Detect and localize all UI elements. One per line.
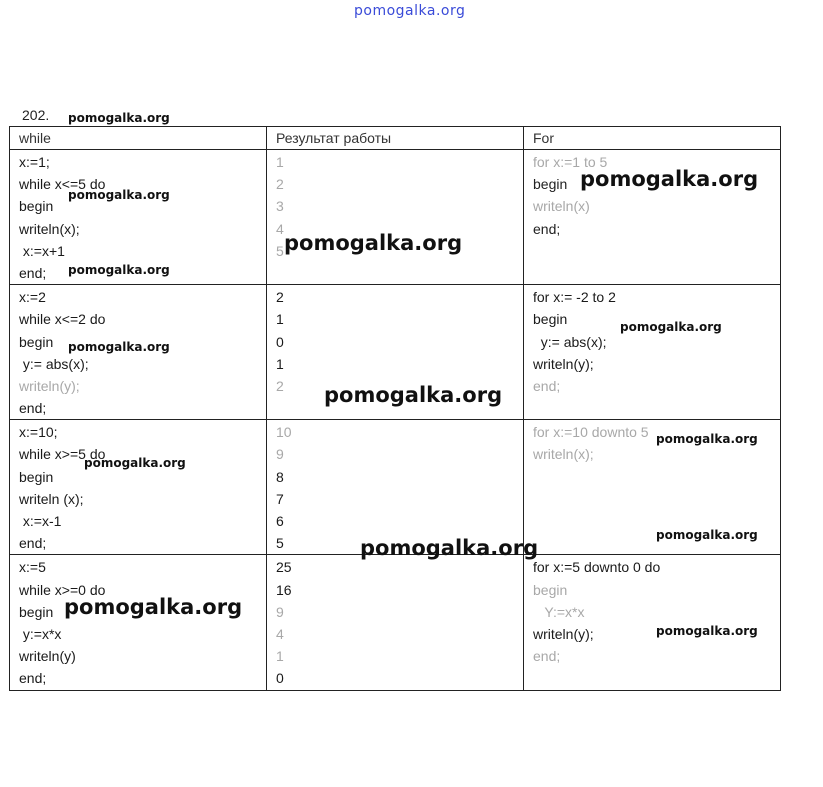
code-line: x:=x-1 — [19, 513, 62, 529]
header-while: while — [19, 130, 51, 146]
code-line: x:=x+1 — [19, 242, 65, 259]
code-line: writeln(x); — [533, 446, 594, 463]
table-row — [10, 555, 781, 690]
result-value: 0 — [276, 670, 284, 687]
code-line: end; — [533, 220, 561, 237]
code-line: Y:=x*x — [533, 603, 585, 620]
result-value: 10 — [276, 424, 292, 441]
code-line: x:=10; — [19, 424, 58, 441]
result-value: 6 — [276, 513, 284, 529]
code-line: y:= abs(x); — [19, 355, 89, 372]
code-line: writeln(x) — [533, 198, 590, 215]
result-value: 16 — [276, 581, 292, 598]
result-value: 1 — [276, 311, 284, 328]
result-cell — [267, 555, 524, 690]
code-line: x:=5 — [19, 559, 46, 576]
code-line: end; — [533, 377, 561, 394]
result-value: 1 — [276, 648, 284, 665]
code-line: end; — [19, 670, 47, 687]
code-line: begin — [19, 468, 54, 485]
result-value: 5 — [276, 242, 284, 259]
result-value: 1 — [276, 154, 284, 170]
watermark-text: pomogalka.org — [68, 263, 170, 277]
header-result: Результат работы — [276, 130, 392, 146]
code-line: writeln(y); — [19, 377, 80, 394]
result-value: 9 — [276, 446, 284, 463]
watermark-text: pomogalka.org — [68, 188, 170, 202]
code-line: writeln(y); — [533, 625, 594, 642]
for-code-cell — [524, 285, 781, 420]
code-line: writeln(x); — [19, 220, 80, 237]
code-line: end; — [533, 648, 561, 665]
code-line: begin — [19, 198, 54, 215]
code-line: begin — [533, 311, 568, 328]
watermark-text: pomogalka.org — [324, 383, 503, 407]
code-line: writeln(y) — [19, 648, 76, 665]
code-line: for x:=5 downto 0 do — [533, 559, 661, 576]
result-value: 4 — [276, 625, 284, 642]
result-value: 3 — [276, 198, 284, 215]
header-row — [10, 127, 781, 150]
watermark-text: pomogalka.org — [64, 595, 243, 619]
task-number: 202. — [22, 107, 50, 123]
code-line: end; — [19, 264, 47, 281]
code-line: begin — [533, 176, 568, 193]
code-line: while x>=5 do — [19, 446, 106, 463]
code-line: while x<=2 do — [19, 311, 106, 328]
code-line: for x:=10 downto 5 — [533, 424, 649, 441]
code-line: writeln(y); — [533, 355, 594, 372]
while-code-cell — [10, 555, 267, 690]
result-value: 9 — [276, 603, 284, 620]
result-value: 2 — [276, 176, 284, 193]
code-line: while x<=5 do — [19, 176, 106, 193]
code-line: for x:=1 to 5 — [533, 154, 608, 170]
result-value: 2 — [276, 377, 284, 394]
watermark-text: pomogalka.org — [360, 536, 539, 560]
result-cell — [267, 420, 524, 555]
site-watermark-top: pomogalka.org — [354, 3, 466, 19]
watermark-text: pomogalka.org — [580, 167, 759, 191]
code-line: x:=1; — [19, 154, 50, 170]
code-line: for x:= -2 to 2 — [533, 289, 616, 306]
watermark-text: pomogalka.org — [656, 624, 758, 638]
for-code-cell — [524, 555, 781, 690]
result-cell — [267, 150, 524, 285]
result-value: 0 — [276, 333, 284, 350]
code-line: while x>=0 do — [19, 581, 106, 598]
code-line: writeln (x); — [19, 490, 84, 507]
watermark-text: pomogalka.org — [84, 456, 186, 470]
while-code-cell — [10, 420, 267, 555]
code-line: y:= abs(x); — [533, 333, 607, 350]
result-value: 4 — [276, 220, 284, 237]
code-line: begin — [19, 333, 54, 350]
code-line: end; — [19, 535, 47, 552]
result-value: 7 — [276, 490, 284, 507]
result-value: 2 — [276, 289, 284, 306]
header-for: For — [533, 130, 554, 146]
watermark-text: pomogalka.org — [68, 340, 170, 354]
code-line: begin — [533, 581, 568, 598]
code-line: x:=2 — [19, 289, 46, 306]
result-value: 8 — [276, 468, 284, 485]
watermark-text: pomogalka.org — [284, 231, 463, 255]
result-value: 25 — [276, 559, 292, 576]
code-line: y:=x*x — [19, 625, 62, 642]
result-value: 1 — [276, 355, 284, 372]
code-line: end; — [19, 400, 47, 417]
watermark-text: pomogalka.org — [656, 528, 758, 542]
code-line: begin — [19, 603, 54, 620]
result-value: 5 — [276, 535, 284, 552]
watermark-text: pomogalka.org — [68, 111, 170, 125]
watermark-text: pomogalka.org — [656, 432, 758, 446]
watermark-text: pomogalka.org — [620, 320, 722, 334]
